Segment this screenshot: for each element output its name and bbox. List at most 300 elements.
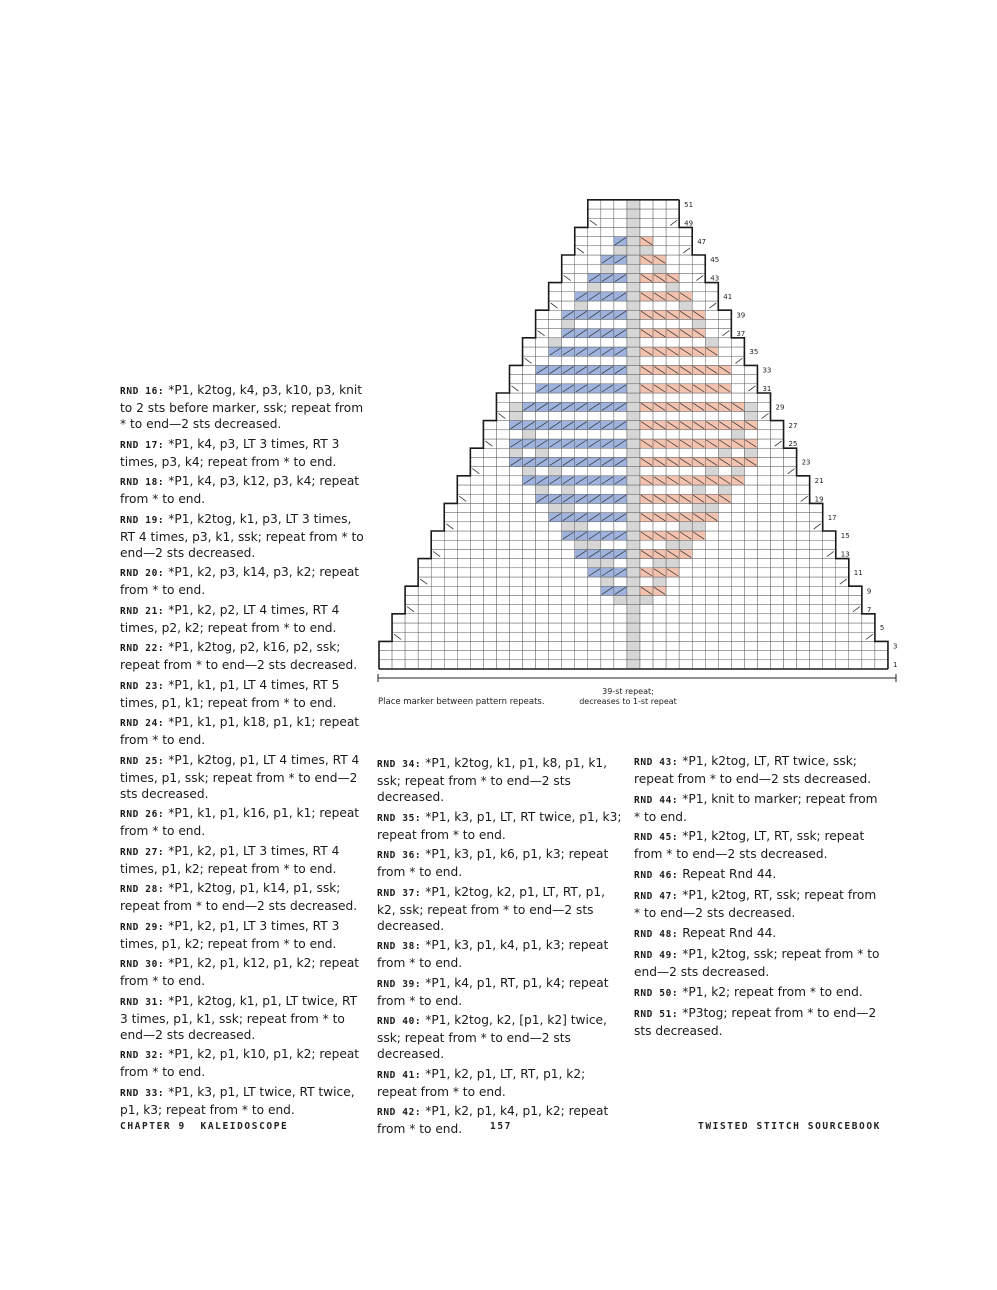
round-label: RND 40: [377, 1016, 422, 1027]
chart-cell [496, 522, 509, 531]
chart-cell [588, 430, 601, 439]
chart-cell [444, 531, 457, 540]
chart-cell [627, 439, 640, 448]
chart-cell [679, 411, 692, 420]
chart-cell [653, 485, 666, 494]
chart-cell [575, 319, 588, 328]
chart-cell [575, 623, 588, 632]
chart-cell [653, 264, 666, 273]
chart-cell [601, 209, 614, 218]
chart-cell [757, 577, 770, 586]
chart-cell [549, 356, 562, 365]
chart-cell [483, 494, 496, 503]
chart-cell [627, 292, 640, 301]
chart-cell [470, 623, 483, 632]
round-text: *P1, k4, p3, LT 3 times, RT 3 times, p3, k4; repeat from * to end. [120, 436, 340, 469]
chart-cell [614, 559, 627, 568]
chart-cell [392, 660, 405, 669]
chart-cell [588, 246, 601, 255]
chart-cell [431, 531, 444, 540]
chart-cell [562, 338, 575, 347]
chart-cell [810, 651, 823, 660]
chart-cell [575, 237, 588, 246]
round-label: RND 48: [634, 928, 679, 940]
chart-cell [718, 448, 731, 457]
chart-cell [692, 641, 705, 650]
chart-cell [836, 568, 849, 577]
chart-cell [810, 513, 823, 522]
round-label: RND 18: [120, 477, 165, 488]
chart-cell [405, 605, 418, 614]
chart-cell [418, 595, 431, 604]
chart-cell [875, 641, 888, 650]
round-label: RND 29: [120, 921, 165, 933]
chart-cell [601, 319, 614, 328]
chart-cell [797, 503, 810, 512]
row-number: 19 [814, 495, 824, 504]
chart-cell [549, 310, 562, 319]
chart-cell [536, 375, 549, 384]
chart-cell [836, 577, 849, 586]
chart-cell [679, 559, 692, 568]
chart-cell [705, 577, 718, 586]
chart-cell [562, 651, 575, 660]
chart-cell [536, 540, 549, 549]
chart-cell [771, 503, 784, 512]
chart-cell [418, 605, 431, 614]
chart-cell [549, 595, 562, 604]
chart-cell [575, 375, 588, 384]
chart-cell [692, 430, 705, 439]
chart-cell [718, 651, 731, 660]
chart-cell [757, 494, 770, 503]
chart-cell [431, 605, 444, 614]
chart-cell [731, 605, 744, 614]
chart-cell [640, 559, 653, 568]
chart-cell [823, 641, 836, 650]
round-instruction [634, 984, 884, 1002]
chart-cell [562, 549, 575, 558]
chart-cell [627, 476, 640, 485]
chart-cell [562, 632, 575, 641]
chart-cell [836, 632, 849, 641]
chart-cell [757, 393, 770, 402]
chart-cell [601, 467, 614, 476]
chart-cell [510, 448, 523, 457]
row-number: 1 [892, 661, 898, 669]
chart-cell [601, 448, 614, 457]
chart-svg [370, 190, 910, 720]
round-text: *P1, k3, p1, LT, RT twice, p1, k3; repeat from * to end. [377, 809, 622, 842]
chart-cell [757, 513, 770, 522]
chart-cell [771, 586, 784, 595]
chart-cell [810, 586, 823, 595]
chart-cell [614, 522, 627, 531]
chart-cell [496, 411, 509, 420]
chart-cell [470, 522, 483, 531]
chart-cell [575, 595, 588, 604]
round-instruction [634, 887, 884, 921]
chart-cell [757, 586, 770, 595]
chart-cell [757, 614, 770, 623]
chart-cell [784, 660, 797, 669]
chart-cell [457, 605, 470, 614]
chart-cell [536, 329, 549, 338]
chart-cell [536, 310, 549, 319]
chart-cell [588, 586, 601, 595]
chart-cell [562, 356, 575, 365]
chart-cell [744, 430, 757, 439]
chart-cell [705, 338, 718, 347]
chart-cell [679, 273, 692, 282]
chart-cell [705, 329, 718, 338]
chart-cell [614, 227, 627, 236]
chart-cell [470, 577, 483, 586]
chart-cell [640, 467, 653, 476]
chart-cell [666, 301, 679, 310]
chart-cell [744, 623, 757, 632]
chart-cell [496, 660, 509, 669]
row-number: 13 [840, 550, 850, 559]
chart-cell [549, 503, 562, 512]
row-number: 7 [866, 605, 872, 614]
chart-cell [627, 522, 640, 531]
chart-cell [392, 641, 405, 650]
chart-cell [483, 522, 496, 531]
chart-cell [653, 430, 666, 439]
round-text: *P1, k2, p3, k14, p3, k2; repeat from * to end. [120, 565, 360, 597]
row-number: 11 [853, 569, 863, 577]
chart-cell [849, 660, 862, 669]
chart-cell [744, 632, 757, 641]
chart-cell [379, 660, 392, 669]
chart-cell [823, 595, 836, 604]
round-instruction [634, 866, 884, 884]
chart-cell [823, 586, 836, 595]
chart-cell [692, 375, 705, 384]
chart-cell [666, 375, 679, 384]
chart-cell [731, 632, 744, 641]
chart-cell [483, 660, 496, 669]
chart-cell [510, 411, 523, 420]
chart-cell [653, 237, 666, 246]
chart-cell [496, 559, 509, 568]
chart-cell [692, 467, 705, 476]
chart-cell [457, 660, 470, 669]
chart-cell [731, 651, 744, 660]
chart-cell [496, 513, 509, 522]
chart-cell [731, 467, 744, 476]
chart-cell [496, 531, 509, 540]
chart-cell [744, 476, 757, 485]
chart-cell [705, 540, 718, 549]
chart-cell [627, 255, 640, 264]
round-label: RND 25: [120, 755, 165, 767]
round-instruction [120, 843, 368, 877]
chart-cell [444, 586, 457, 595]
chart-cell [705, 310, 718, 319]
chart-cell [744, 467, 757, 476]
round-text: *P1, k2tog, ssk; repeat from * to end—2 sts decreased. [634, 947, 880, 979]
chart-cell [784, 614, 797, 623]
chart-cell [771, 494, 784, 503]
chart-cell [588, 651, 601, 660]
chart-cell [692, 632, 705, 641]
chart-cell [405, 632, 418, 641]
chart-cell [536, 503, 549, 512]
chart-cell [444, 549, 457, 558]
chart-cell [718, 503, 731, 512]
chart-cell [523, 411, 536, 420]
chart-cell [705, 301, 718, 310]
chart-cell [536, 448, 549, 457]
chart-cell [757, 660, 770, 669]
chart-cell [614, 623, 627, 632]
chart-cell [562, 411, 575, 420]
chart-cell [666, 586, 679, 595]
chart-cell [640, 660, 653, 669]
chart-cell [405, 586, 418, 595]
round-label: RND 42: [377, 1107, 422, 1118]
chart-cell [757, 605, 770, 614]
chart-cell [653, 467, 666, 476]
chart-cell [810, 605, 823, 614]
chart-cell [483, 605, 496, 614]
chart-cell [731, 494, 744, 503]
chart-cell [784, 549, 797, 558]
chart-cell [496, 439, 509, 448]
chart-cell [510, 559, 523, 568]
round-instruction [377, 1012, 627, 1062]
chart-cell [510, 467, 523, 476]
chart-cell [601, 393, 614, 402]
chart-cell [483, 623, 496, 632]
chart-cell [718, 660, 731, 669]
chart-cell [653, 338, 666, 347]
instructions-column-2 [377, 755, 627, 1141]
chart-cell [470, 660, 483, 669]
chart-cell [601, 237, 614, 246]
chart-cell [510, 651, 523, 660]
chart-cell [510, 568, 523, 577]
chart-cell [692, 301, 705, 310]
chart-cell [784, 457, 797, 466]
chart-cell [523, 503, 536, 512]
chart-cell [797, 485, 810, 494]
instructions-column-3 [634, 753, 884, 1043]
chart-cell [692, 577, 705, 586]
chart-cell [405, 660, 418, 669]
chart-cell [705, 531, 718, 540]
chart-cell [575, 356, 588, 365]
round-text: Repeat Rnd 44. [682, 925, 777, 940]
chart-cell [523, 586, 536, 595]
chart-cell [810, 503, 823, 512]
chart-cell [483, 568, 496, 577]
chart-cell [757, 623, 770, 632]
chart-cell [510, 531, 523, 540]
chart-cell [575, 503, 588, 512]
chart-cell [562, 586, 575, 595]
round-label: RND 27: [120, 846, 165, 858]
chart-cell [470, 503, 483, 512]
chart-cell [653, 375, 666, 384]
chart-cell [536, 577, 549, 586]
chart-cell [510, 365, 523, 374]
chart-cell [575, 540, 588, 549]
row-number: 37 [736, 329, 746, 338]
chart-cell [510, 485, 523, 494]
chart-cell [705, 614, 718, 623]
chart-cell [614, 577, 627, 586]
round-text: *P1, k2tog, k1, p1, k8, p1, k1, ssk; repeat from * to end—2 sts decreased. [377, 756, 608, 804]
chart-cell [523, 384, 536, 393]
chart-cell [692, 651, 705, 660]
chart-cell [836, 614, 849, 623]
chart-cell [744, 559, 757, 568]
chart-cell [653, 614, 666, 623]
chart-cell [784, 494, 797, 503]
chart-cell [614, 467, 627, 476]
chart-cell [718, 623, 731, 632]
chart-cell [810, 568, 823, 577]
chart-cell [523, 540, 536, 549]
chart-cell [562, 255, 575, 264]
chart-cell [536, 651, 549, 660]
chart-cell [771, 641, 784, 650]
chart-cell [575, 273, 588, 282]
chart-cell [510, 393, 523, 402]
chart-cell [771, 485, 784, 494]
chart-cell [757, 632, 770, 641]
chart-cell [627, 467, 640, 476]
chart-cell [431, 651, 444, 660]
row-number: 23 [801, 458, 811, 467]
chart-cell [784, 540, 797, 549]
chart-cell [588, 411, 601, 420]
chart-cell [679, 632, 692, 641]
row-number: 51 [684, 201, 694, 209]
chart-cell [679, 338, 692, 347]
round-label: RND 31: [120, 996, 165, 1008]
chart-cell [797, 660, 810, 669]
knitting-chart [370, 190, 910, 720]
chart-cell [483, 632, 496, 641]
chart-cell [457, 595, 470, 604]
chart-cell [653, 200, 666, 209]
chart-cell [718, 411, 731, 420]
row-number: 21 [814, 477, 824, 485]
chart-cell [510, 623, 523, 632]
round-text: *P1, k2, p1, LT, RT, p1, k2; repeat from * to end. [377, 1066, 586, 1099]
chart-cell [718, 577, 731, 586]
chart-cell [457, 623, 470, 632]
chart-cell [692, 393, 705, 402]
chart-cell [653, 356, 666, 365]
chart-cell [731, 430, 744, 439]
round-label: RND 34: [377, 759, 422, 770]
chart-cell [771, 614, 784, 623]
round-label: RND 35: [377, 812, 422, 824]
chart-cell [692, 559, 705, 568]
chart-cell [797, 494, 810, 503]
chart-cell [523, 393, 536, 402]
chart-cell [470, 448, 483, 457]
chart-cell [510, 513, 523, 522]
chart-cell [392, 623, 405, 632]
chart-cell [523, 522, 536, 531]
chart-cell [627, 246, 640, 255]
chart-cell [496, 568, 509, 577]
chart-cell [810, 614, 823, 623]
chart-cell [692, 549, 705, 558]
chart-cell [718, 356, 731, 365]
chart-cell [757, 531, 770, 540]
row-number: 27 [788, 421, 798, 430]
chart-cell [444, 513, 457, 522]
chart-cell [653, 246, 666, 255]
chart-cell [653, 623, 666, 632]
chart-cell [601, 651, 614, 660]
chart-cell [614, 651, 627, 660]
chart-cell [523, 549, 536, 558]
round-text: *P1, knit to marker; repeat from * to end. [634, 791, 878, 824]
round-text: *P1, k2tog, k1, p1, LT twice, RT 3 times, p1, k1, ssk; repeat from * to end—2 sts decreased. [120, 993, 358, 1042]
chart-cell [418, 632, 431, 641]
chart-cell [679, 605, 692, 614]
chart-cell [744, 660, 757, 669]
round-instruction [120, 382, 368, 432]
chart-cell [588, 319, 601, 328]
round-instruction [120, 805, 368, 839]
round-text: *P3tog; repeat from * to end—2 sts decreased. [634, 1006, 877, 1038]
round-instruction [634, 828, 884, 862]
chart-cell [823, 568, 836, 577]
round-instruction [120, 714, 368, 748]
chart-cell [523, 513, 536, 522]
chart-cell [731, 503, 744, 512]
chart-cell [510, 586, 523, 595]
chart-cell [523, 467, 536, 476]
chart-cell [510, 375, 523, 384]
chart-cell [457, 614, 470, 623]
chart-cell [718, 430, 731, 439]
chart-cell [666, 448, 679, 457]
chart-cell [797, 595, 810, 604]
chart-cell [797, 641, 810, 650]
chart-cell [549, 605, 562, 614]
chart-cell [836, 651, 849, 660]
chart-cell [575, 393, 588, 402]
chart-cell [470, 467, 483, 476]
chart-cell [653, 301, 666, 310]
round-instruction [120, 752, 368, 802]
chart-cell [692, 283, 705, 292]
row-number: 29 [775, 403, 785, 412]
round-text: *P1, k2tog, RT, ssk; repeat from * to end—2 sts decreased. [634, 888, 877, 920]
chart-cell [757, 559, 770, 568]
chart-cell [771, 605, 784, 614]
chart-cell [549, 632, 562, 641]
chart-cell [823, 531, 836, 540]
round-text: *P1, k2tog, k1, p3, LT 3 times, RT 4 times, p3, k1, ssk; repeat from * to end—2 sts decreased. [120, 511, 364, 560]
chart-cell [862, 614, 875, 623]
chart-cell [653, 218, 666, 227]
round-instruction [634, 925, 884, 943]
chart-cell [470, 513, 483, 522]
round-text: *P1, k3, p1, LT twice, RT twice, p1, k3; repeat from * to end. [120, 1084, 355, 1117]
chart-cell [836, 559, 849, 568]
